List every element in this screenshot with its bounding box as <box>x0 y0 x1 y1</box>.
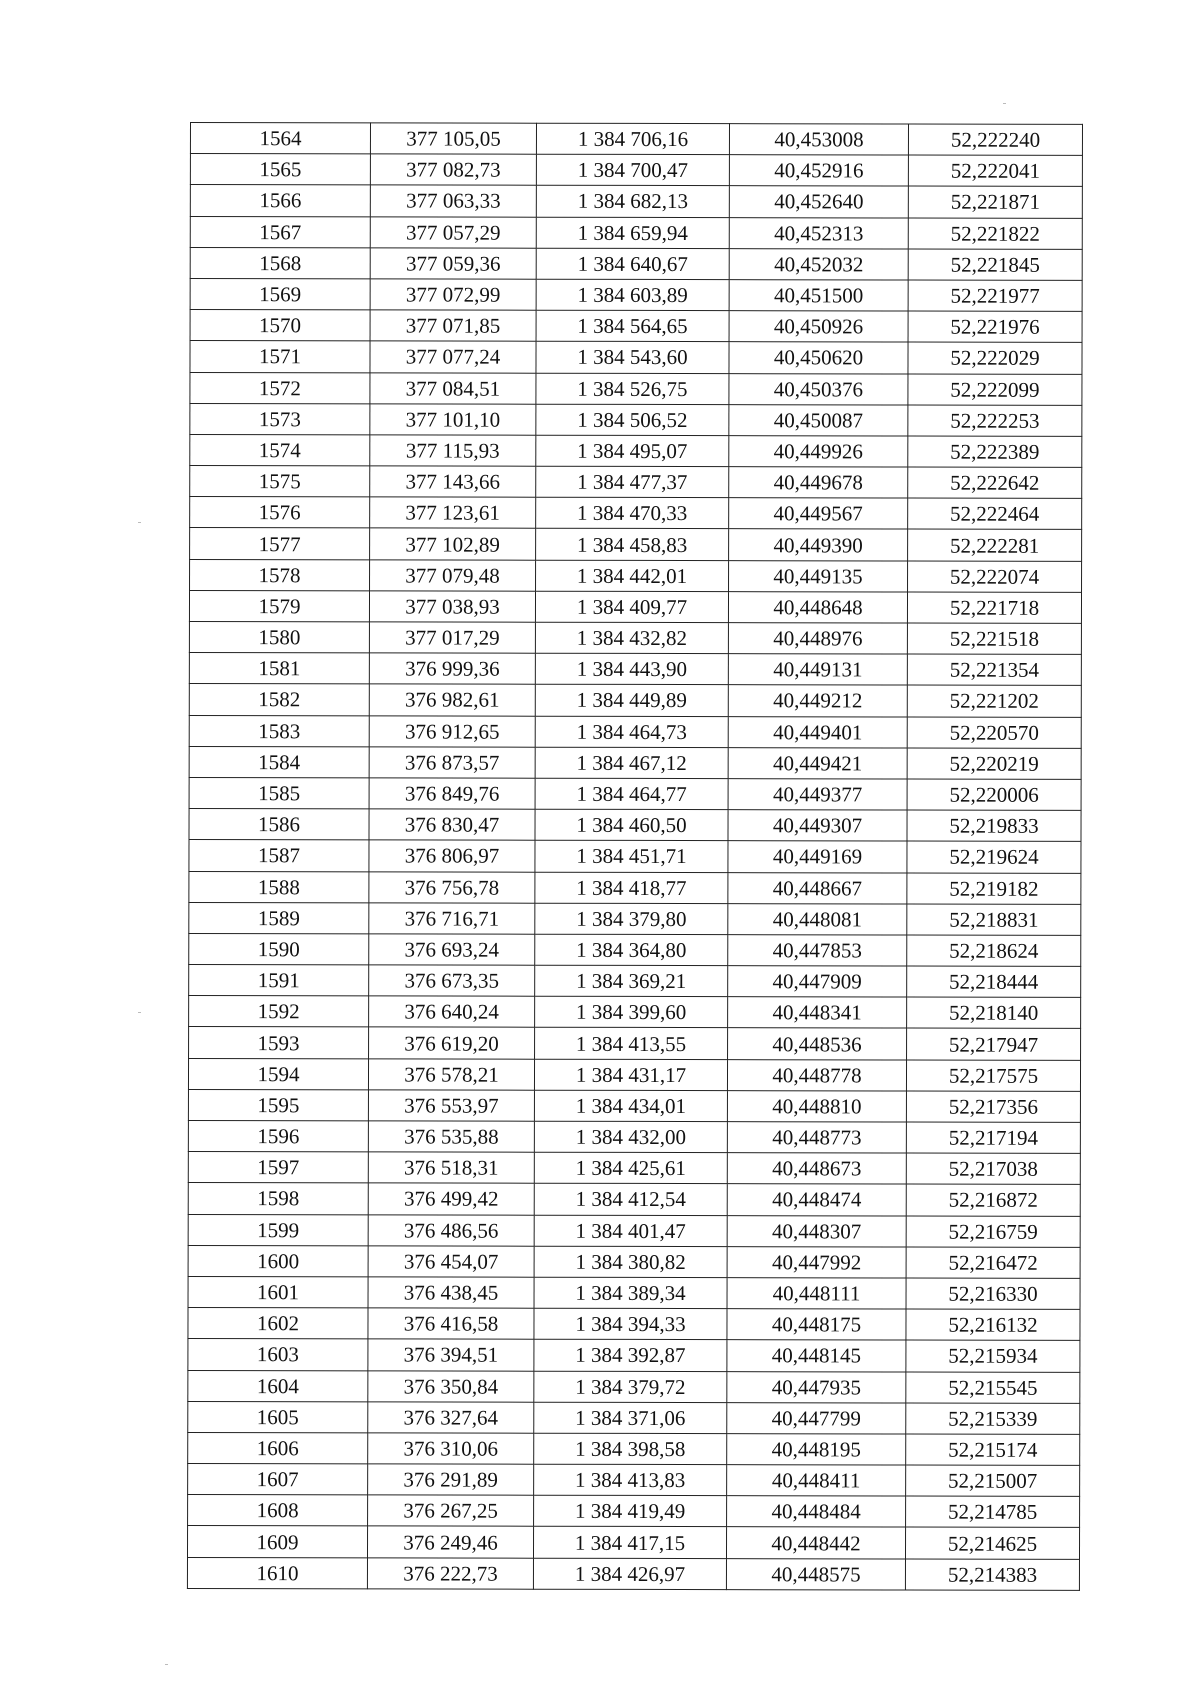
y-coordinate-cell: 1 384 413,83 <box>534 1464 727 1496</box>
x-coordinate-cell: 377 143,66 <box>370 466 536 498</box>
table-row <box>190 310 1082 343</box>
longitude-cell: 40,448575 <box>726 1558 905 1590</box>
table-row <box>188 1245 1080 1278</box>
x-coordinate-cell: 376 535,88 <box>368 1121 534 1153</box>
x-coordinate-cell: 376 830,47 <box>369 809 535 841</box>
table-row <box>189 871 1081 904</box>
latitude-cell: 52,219182 <box>907 873 1081 905</box>
point-number-cell: 1599 <box>188 1214 368 1246</box>
x-coordinate-cell: 376 849,76 <box>369 778 535 810</box>
point-number-cell: 1597 <box>188 1152 368 1184</box>
x-coordinate-cell: 376 553,97 <box>368 1090 534 1122</box>
longitude-cell: 40,449135 <box>729 560 908 592</box>
table-row <box>188 1058 1080 1091</box>
x-coordinate-cell: 376 640,24 <box>369 996 535 1028</box>
y-coordinate-cell: 1 384 470,33 <box>536 497 729 529</box>
point-number-cell: 1568 <box>190 247 370 279</box>
longitude-cell: 40,448145 <box>727 1340 906 1372</box>
latitude-cell: 52,218444 <box>907 966 1081 998</box>
latitude-cell: 52,215007 <box>906 1465 1080 1497</box>
x-coordinate-cell: 376 416,58 <box>368 1308 534 1340</box>
x-coordinate-cell: 377 071,85 <box>370 310 536 342</box>
latitude-cell: 52,214785 <box>906 1496 1080 1528</box>
point-number-cell: 1604 <box>188 1370 368 1402</box>
latitude-cell: 52,220219 <box>907 748 1081 780</box>
latitude-cell: 52,216472 <box>906 1247 1080 1279</box>
table-row <box>190 216 1082 249</box>
longitude-cell: 40,448810 <box>727 1090 906 1122</box>
longitude-cell: 40,448411 <box>727 1465 906 1497</box>
longitude-cell: 40,452313 <box>729 217 908 249</box>
table-row <box>189 809 1081 842</box>
point-number-cell: 1609 <box>187 1526 367 1558</box>
y-coordinate-cell: 1 384 451,71 <box>535 841 728 873</box>
x-coordinate-cell: 376 673,35 <box>369 965 535 997</box>
y-coordinate-cell: 1 384 431,17 <box>534 1059 727 1091</box>
longitude-cell: 40,449421 <box>728 747 907 779</box>
latitude-cell: 52,221354 <box>907 654 1081 686</box>
point-number-cell: 1586 <box>189 809 369 841</box>
point-number-cell: 1595 <box>188 1089 368 1121</box>
x-coordinate-cell: 376 806,97 <box>369 840 535 872</box>
x-coordinate-cell: 377 079,48 <box>370 560 536 592</box>
latitude-cell: 52,217194 <box>906 1122 1080 1154</box>
longitude-cell: 40,448111 <box>727 1278 906 1310</box>
latitude-cell: 52,215174 <box>906 1434 1080 1466</box>
table-row <box>190 247 1082 280</box>
y-coordinate-cell: 1 384 417,15 <box>533 1527 726 1559</box>
point-number-cell: 1584 <box>189 746 369 778</box>
latitude-cell: 52,221977 <box>908 280 1082 312</box>
x-coordinate-cell: 376 222,73 <box>367 1557 533 1589</box>
y-coordinate-cell: 1 384 564,65 <box>536 310 729 342</box>
latitude-cell: 52,222389 <box>908 436 1082 468</box>
point-number-cell: 1583 <box>189 715 369 747</box>
longitude-cell: 40,448195 <box>727 1434 906 1466</box>
y-coordinate-cell: 1 384 682,13 <box>536 186 729 218</box>
y-coordinate-cell: 1 384 526,75 <box>536 373 729 405</box>
point-number-cell: 1590 <box>189 933 369 965</box>
y-coordinate-cell: 1 384 449,89 <box>535 685 728 717</box>
table-row <box>188 1183 1080 1216</box>
x-coordinate-cell: 377 072,99 <box>370 279 536 311</box>
latitude-cell: 52,217038 <box>906 1153 1080 1185</box>
y-coordinate-cell: 1 384 443,90 <box>535 653 728 685</box>
point-number-cell: 1606 <box>188 1432 368 1464</box>
coordinates-table <box>187 122 1083 1591</box>
point-number-cell: 1575 <box>190 466 370 498</box>
x-coordinate-cell: 376 350,84 <box>368 1370 534 1402</box>
longitude-cell: 40,450376 <box>729 373 908 405</box>
latitude-cell: 52,221202 <box>907 685 1081 717</box>
longitude-cell: 40,449307 <box>728 810 907 842</box>
x-coordinate-cell: 376 291,89 <box>368 1464 534 1496</box>
longitude-cell: 40,452032 <box>729 248 908 280</box>
table-row <box>190 466 1082 499</box>
x-coordinate-cell: 376 499,42 <box>368 1183 534 1215</box>
x-coordinate-cell: 377 057,29 <box>370 216 536 248</box>
longitude-cell: 40,448648 <box>728 591 907 623</box>
y-coordinate-cell: 1 384 412,54 <box>534 1184 727 1216</box>
y-coordinate-cell: 1 384 464,73 <box>535 716 728 748</box>
longitude-cell: 40,448773 <box>727 1122 906 1154</box>
x-coordinate-cell: 376 693,24 <box>369 934 535 966</box>
table-row <box>190 559 1082 592</box>
table-row <box>190 372 1082 405</box>
x-coordinate-cell: 377 038,93 <box>369 591 535 623</box>
longitude-cell: 40,449131 <box>728 654 907 686</box>
x-coordinate-cell: 376 267,25 <box>368 1495 534 1527</box>
x-coordinate-cell: 376 578,21 <box>368 1059 534 1091</box>
longitude-cell: 40,450620 <box>729 342 908 374</box>
point-number-cell: 1578 <box>190 559 370 591</box>
y-coordinate-cell: 1 384 364,80 <box>535 934 728 966</box>
y-coordinate-cell: 1 384 458,83 <box>536 529 729 561</box>
latitude-cell: 52,222281 <box>908 529 1082 561</box>
point-number-cell: 1574 <box>190 434 370 466</box>
table-row <box>188 1089 1080 1122</box>
x-coordinate-cell: 377 063,33 <box>370 185 536 217</box>
table-row <box>188 1339 1080 1372</box>
point-number-cell: 1588 <box>189 871 369 903</box>
x-coordinate-cell: 376 394,51 <box>368 1339 534 1371</box>
x-coordinate-cell: 376 438,45 <box>368 1277 534 1309</box>
point-number-cell: 1592 <box>189 996 369 1028</box>
point-number-cell: 1580 <box>189 621 369 653</box>
latitude-cell: 52,221976 <box>908 311 1082 343</box>
y-coordinate-cell: 1 384 506,52 <box>536 404 729 436</box>
latitude-cell: 52,218140 <box>907 997 1081 1029</box>
longitude-cell: 40,448976 <box>728 623 907 655</box>
point-number-cell: 1581 <box>189 653 369 685</box>
longitude-cell: 40,447992 <box>727 1246 906 1278</box>
x-coordinate-cell: 376 999,36 <box>369 653 535 685</box>
table-row <box>188 1276 1080 1309</box>
table-row <box>189 902 1081 935</box>
table-row <box>188 1214 1080 1247</box>
y-coordinate-cell: 1 384 379,80 <box>535 903 728 935</box>
table-row <box>188 1401 1080 1434</box>
longitude-cell: 40,450926 <box>729 311 908 343</box>
y-coordinate-cell: 1 384 392,87 <box>534 1340 727 1372</box>
point-number-cell: 1570 <box>190 310 370 342</box>
y-coordinate-cell: 1 384 442,01 <box>536 560 729 592</box>
table-row <box>189 746 1081 779</box>
longitude-cell: 40,449401 <box>728 716 907 748</box>
y-coordinate-cell: 1 384 659,94 <box>536 217 729 249</box>
y-coordinate-cell: 1 384 700,47 <box>536 154 729 186</box>
latitude-cell: 52,215339 <box>906 1403 1080 1435</box>
latitude-cell: 52,216872 <box>906 1184 1080 1216</box>
scan-speck <box>138 522 141 523</box>
scan-speck <box>138 1012 141 1013</box>
longitude-cell: 40,451500 <box>729 280 908 312</box>
latitude-cell: 52,219624 <box>907 841 1081 873</box>
y-coordinate-cell: 1 384 379,72 <box>534 1371 727 1403</box>
point-number-cell: 1602 <box>188 1308 368 1340</box>
latitude-cell: 52,214383 <box>905 1559 1079 1591</box>
longitude-cell: 40,448667 <box>728 872 907 904</box>
latitude-cell: 52,221518 <box>907 623 1081 655</box>
longitude-cell: 40,450087 <box>729 404 908 436</box>
longitude-cell: 40,447853 <box>728 935 907 967</box>
x-coordinate-cell: 377 115,93 <box>370 435 536 467</box>
latitude-cell: 52,215545 <box>906 1372 1080 1404</box>
x-coordinate-cell: 376 486,56 <box>368 1214 534 1246</box>
latitude-cell: 52,221845 <box>908 249 1082 281</box>
latitude-cell: 52,222253 <box>908 405 1082 437</box>
table-row <box>189 621 1081 654</box>
point-number-cell: 1564 <box>190 123 370 155</box>
y-coordinate-cell: 1 384 432,82 <box>535 622 728 654</box>
table-row <box>189 590 1081 623</box>
longitude-cell: 40,447935 <box>727 1371 906 1403</box>
table-row <box>190 497 1082 530</box>
point-number-cell: 1565 <box>190 154 370 186</box>
longitude-cell: 40,453008 <box>729 124 908 156</box>
point-number-cell: 1567 <box>190 216 370 248</box>
table-row <box>190 434 1082 467</box>
table-row <box>189 715 1081 748</box>
point-number-cell: 1582 <box>189 684 369 716</box>
point-number-cell: 1600 <box>188 1245 368 1277</box>
longitude-cell: 40,449567 <box>729 498 908 530</box>
longitude-cell: 40,452916 <box>729 155 908 187</box>
latitude-cell: 52,220570 <box>907 717 1081 749</box>
longitude-cell: 40,449377 <box>728 779 907 811</box>
longitude-cell: 40,448474 <box>727 1184 906 1216</box>
table-row <box>189 777 1081 810</box>
latitude-cell: 52,222240 <box>908 124 1082 156</box>
y-coordinate-cell: 1 384 706,16 <box>536 123 729 155</box>
longitude-cell: 40,448778 <box>727 1059 906 1091</box>
point-number-cell: 1573 <box>190 403 370 435</box>
latitude-cell: 52,222099 <box>908 374 1082 406</box>
x-coordinate-cell: 376 310,06 <box>368 1433 534 1465</box>
latitude-cell: 52,218831 <box>907 904 1081 936</box>
longitude-cell: 40,448484 <box>727 1496 906 1528</box>
point-number-cell: 1594 <box>188 1058 368 1090</box>
latitude-cell: 52,221871 <box>908 186 1082 218</box>
x-coordinate-cell: 377 017,29 <box>369 622 535 654</box>
y-coordinate-cell: 1 384 477,37 <box>536 466 729 498</box>
table-row <box>190 341 1082 374</box>
y-coordinate-cell: 1 384 413,55 <box>535 1028 728 1060</box>
x-coordinate-cell: 376 518,31 <box>368 1152 534 1184</box>
latitude-cell: 52,220006 <box>907 779 1081 811</box>
point-number-cell: 1605 <box>188 1401 368 1433</box>
x-coordinate-cell: 377 077,24 <box>370 341 536 373</box>
table-row <box>187 1557 1079 1590</box>
latitude-cell: 52,222074 <box>908 561 1082 593</box>
y-coordinate-cell: 1 384 426,97 <box>533 1558 726 1590</box>
x-coordinate-cell: 377 059,36 <box>370 248 536 280</box>
longitude-cell: 40,452640 <box>729 186 908 218</box>
point-number-cell: 1610 <box>187 1557 367 1589</box>
y-coordinate-cell: 1 384 464,77 <box>535 778 728 810</box>
y-coordinate-cell: 1 384 640,67 <box>536 248 729 280</box>
longitude-cell: 40,449390 <box>729 529 908 561</box>
point-number-cell: 1569 <box>190 278 370 310</box>
longitude-cell: 40,448536 <box>728 1028 907 1060</box>
y-coordinate-cell: 1 384 371,06 <box>534 1402 727 1434</box>
latitude-cell: 52,214625 <box>905 1527 1079 1559</box>
longitude-cell: 40,447799 <box>727 1402 906 1434</box>
longitude-cell: 40,448081 <box>728 903 907 935</box>
point-number-cell: 1596 <box>188 1120 368 1152</box>
table-row <box>188 1432 1080 1465</box>
x-coordinate-cell: 377 082,73 <box>370 154 536 186</box>
table-row <box>188 1370 1080 1403</box>
table-row <box>187 1526 1079 1559</box>
x-coordinate-cell: 376 756,78 <box>369 871 535 903</box>
latitude-cell: 52,222464 <box>908 498 1082 530</box>
table-row <box>189 933 1081 966</box>
y-coordinate-cell: 1 384 467,12 <box>535 747 728 779</box>
y-coordinate-cell: 1 384 425,61 <box>534 1152 727 1184</box>
y-coordinate-cell: 1 384 380,82 <box>534 1246 727 1278</box>
x-coordinate-cell: 376 249,46 <box>367 1526 533 1558</box>
y-coordinate-cell: 1 384 398,58 <box>534 1433 727 1465</box>
x-coordinate-cell: 376 982,61 <box>369 684 535 716</box>
latitude-cell: 52,217575 <box>906 1060 1080 1092</box>
point-number-cell: 1608 <box>188 1495 368 1527</box>
table-row <box>190 278 1082 311</box>
y-coordinate-cell: 1 384 418,77 <box>535 872 728 904</box>
y-coordinate-cell: 1 384 369,21 <box>535 965 728 997</box>
longitude-cell: 40,447909 <box>728 966 907 998</box>
latitude-cell: 52,222642 <box>908 467 1082 499</box>
longitude-cell: 40,448175 <box>727 1309 906 1341</box>
latitude-cell: 52,215934 <box>906 1340 1080 1372</box>
point-number-cell: 1572 <box>190 372 370 404</box>
x-coordinate-cell: 376 454,07 <box>368 1246 534 1278</box>
table-row <box>190 123 1082 156</box>
x-coordinate-cell: 376 873,57 <box>369 747 535 779</box>
point-number-cell: 1589 <box>189 902 369 934</box>
coordinates-table-body <box>187 123 1082 1591</box>
latitude-cell: 52,222041 <box>908 155 1082 187</box>
x-coordinate-cell: 376 619,20 <box>369 1027 535 1059</box>
x-coordinate-cell: 377 102,89 <box>370 528 536 560</box>
point-number-cell: 1585 <box>189 777 369 809</box>
latitude-cell: 52,216330 <box>906 1278 1080 1310</box>
x-coordinate-cell: 377 101,10 <box>370 404 536 436</box>
latitude-cell: 52,216132 <box>906 1309 1080 1341</box>
latitude-cell: 52,218624 <box>907 935 1081 967</box>
y-coordinate-cell: 1 384 434,01 <box>534 1090 727 1122</box>
table-row <box>189 840 1081 873</box>
y-coordinate-cell: 1 384 399,60 <box>535 996 728 1028</box>
latitude-cell: 52,221718 <box>907 592 1081 624</box>
y-coordinate-cell: 1 384 401,47 <box>534 1215 727 1247</box>
longitude-cell: 40,448341 <box>728 997 907 1029</box>
y-coordinate-cell: 1 384 419,49 <box>534 1495 727 1527</box>
point-number-cell: 1603 <box>188 1339 368 1371</box>
table-row <box>188 1308 1080 1341</box>
table-row <box>190 528 1082 561</box>
longitude-cell: 40,448673 <box>727 1153 906 1185</box>
longitude-cell: 40,449926 <box>729 436 908 468</box>
longitude-cell: 40,449678 <box>729 467 908 499</box>
y-coordinate-cell: 1 384 389,34 <box>534 1277 727 1309</box>
point-number-cell: 1566 <box>190 185 370 217</box>
table-row <box>188 1464 1080 1497</box>
y-coordinate-cell: 1 384 495,07 <box>536 435 729 467</box>
longitude-cell: 40,448307 <box>727 1215 906 1247</box>
table-row <box>190 403 1082 436</box>
latitude-cell: 52,217947 <box>907 1028 1081 1060</box>
point-number-cell: 1576 <box>190 497 370 529</box>
table-row <box>188 1152 1080 1185</box>
point-number-cell: 1587 <box>189 840 369 872</box>
longitude-cell: 40,448442 <box>726 1527 905 1559</box>
scan-speck <box>1003 103 1006 104</box>
y-coordinate-cell: 1 384 394,33 <box>534 1308 727 1340</box>
y-coordinate-cell: 1 384 432,00 <box>534 1121 727 1153</box>
x-coordinate-cell: 377 123,61 <box>370 497 536 529</box>
x-coordinate-cell: 376 327,64 <box>368 1402 534 1434</box>
scan-speck <box>165 1664 168 1665</box>
table-row <box>189 965 1081 998</box>
x-coordinate-cell: 377 084,51 <box>370 372 536 404</box>
point-number-cell: 1598 <box>188 1183 368 1215</box>
latitude-cell: 52,217356 <box>906 1091 1080 1123</box>
point-number-cell: 1601 <box>188 1276 368 1308</box>
latitude-cell: 52,221822 <box>908 218 1082 250</box>
table-row <box>189 653 1081 686</box>
table-row <box>190 185 1082 218</box>
latitude-cell: 52,222029 <box>908 342 1082 374</box>
latitude-cell: 52,216759 <box>906 1216 1080 1248</box>
point-number-cell: 1607 <box>188 1464 368 1496</box>
y-coordinate-cell: 1 384 460,50 <box>535 809 728 841</box>
x-coordinate-cell: 377 105,05 <box>370 123 536 155</box>
point-number-cell: 1571 <box>190 341 370 373</box>
table-row <box>188 1495 1080 1528</box>
longitude-cell: 40,449169 <box>728 841 907 873</box>
x-coordinate-cell: 376 912,65 <box>369 715 535 747</box>
table-row <box>189 684 1081 717</box>
table-row <box>188 1120 1080 1153</box>
y-coordinate-cell: 1 384 603,89 <box>536 279 729 311</box>
point-number-cell: 1593 <box>189 1027 369 1059</box>
table-row <box>189 996 1081 1029</box>
y-coordinate-cell: 1 384 409,77 <box>535 591 728 623</box>
point-number-cell: 1579 <box>189 590 369 622</box>
y-coordinate-cell: 1 384 543,60 <box>536 342 729 374</box>
latitude-cell: 52,219833 <box>907 810 1081 842</box>
x-coordinate-cell: 376 716,71 <box>369 903 535 935</box>
longitude-cell: 40,449212 <box>728 685 907 717</box>
table-row <box>190 154 1082 187</box>
table-row <box>189 1027 1081 1060</box>
point-number-cell: 1577 <box>190 528 370 560</box>
point-number-cell: 1591 <box>189 965 369 997</box>
